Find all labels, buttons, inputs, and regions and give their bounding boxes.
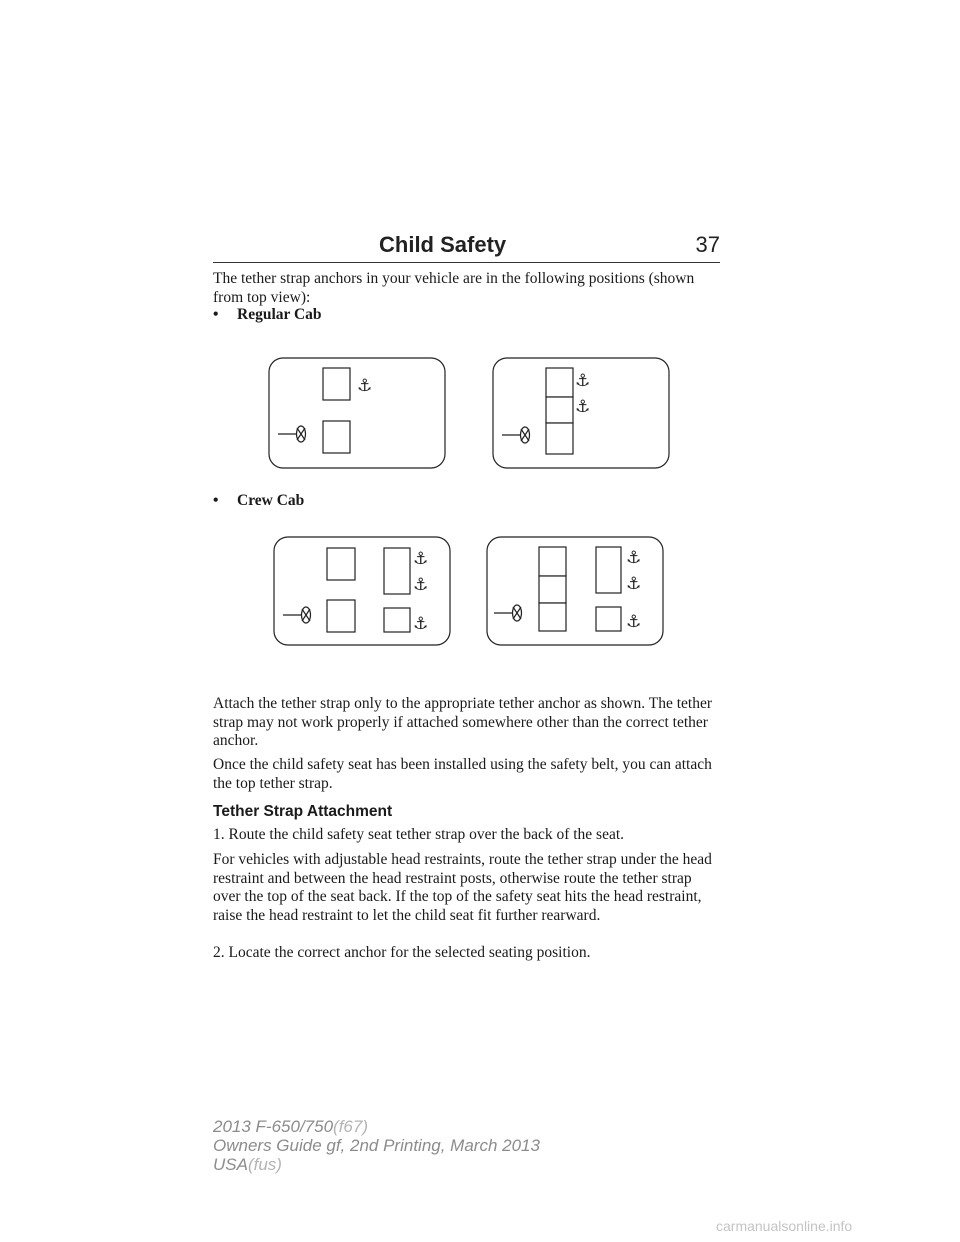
page-number: 37 (695, 232, 720, 257)
rear-seat (323, 368, 350, 400)
crew-cab-diagram-1 (273, 536, 451, 646)
footer-model: 2013 F-650/750 (213, 1117, 334, 1136)
footer-region: USA (213, 1155, 248, 1174)
step-2-text: 2. Locate the correct anchor for the selected seating position. (213, 944, 591, 961)
tether-anchor-icon: ⚓ (626, 548, 642, 568)
footer-guide: Owners Guide gf, 2nd Printing, March 2013 (213, 1136, 540, 1155)
regular-cab-diagram-1 (268, 357, 446, 469)
tether-anchor-icon: ⚓ (413, 575, 429, 595)
intro-paragraph: The tether strap anchors in your vehicle are in the following positions (shown from top view): (213, 270, 695, 306)
document-footer (213, 1117, 540, 1174)
steering-wheel-icon (297, 426, 306, 442)
bullet-label: Regular Cab (237, 306, 322, 323)
tether-anchor-icon: ⚓ (357, 376, 373, 396)
regular-cab-diagram-2 (492, 357, 670, 469)
crew-cab-diagram-2 (486, 536, 664, 646)
bullet-crew-cab (213, 492, 304, 510)
bench-seat-middle (539, 576, 566, 603)
footer-model-code: (f67) (333, 1117, 369, 1136)
watermark: carmanualsonline.info (716, 1218, 853, 1234)
section-title: Child Safety (379, 232, 507, 257)
step-1-text: 1. Route the child safety seat tether strap over the back of the seat. (213, 826, 625, 843)
tether-anchor-icon: ⚓ (575, 371, 591, 391)
bullet-dot: • (213, 306, 219, 323)
cab-outline (269, 358, 445, 468)
tether-anchor-icon: ⚓ (575, 397, 591, 417)
rear-row-seat (596, 547, 621, 593)
section-subheading: Tether Strap Attachment (213, 803, 393, 820)
rear-small-seat (384, 608, 410, 632)
tether-anchor-icon: ⚓ (413, 549, 429, 569)
steering-wheel-icon (513, 605, 522, 621)
middle-row-seat (327, 548, 355, 580)
bullet-regular-cab (213, 306, 322, 324)
tether-anchor-icon: ⚓ (626, 574, 642, 594)
bullet-label: Crew Cab (237, 492, 305, 509)
paragraph-anchor-warning: Attach the tether strap only to the appropriate tether anchor as shown. The tether strap may not work properly if attached somewhere other than the correct tether anchor. (213, 695, 712, 749)
steering-wheel-icon (521, 427, 530, 443)
paragraph-head-restraint: For vehicles with adjustable head restraints, route the tether strap under the head restraint and between the head restraint posts, otherwise route the tether strap over the top of the seat back. If the top of the safety seat hits the head restraint, raise the head restraint to let the child seat fit further rearward. (213, 851, 712, 924)
bench-seat-middle (546, 397, 573, 423)
rear-row-seat (384, 548, 410, 594)
bench-seat-rear (539, 547, 566, 576)
bench-seat-rear (546, 368, 573, 397)
page-header (213, 232, 720, 263)
bench-seat-front (546, 423, 573, 454)
bench-seat-front (539, 603, 566, 631)
steering-wheel-icon (302, 607, 311, 623)
tether-anchor-icon: ⚓ (413, 614, 429, 634)
driver-seat (327, 600, 355, 632)
bullet-dot: • (213, 492, 219, 509)
paragraph-attach-tether: Once the child safety seat has been installed using the safety belt, you can attach the top tether strap. (213, 756, 712, 792)
rear-small-seat (596, 607, 621, 631)
driver-seat (323, 421, 350, 453)
tether-anchor-icon: ⚓ (626, 612, 642, 632)
footer-region-code: (fus) (247, 1155, 282, 1174)
